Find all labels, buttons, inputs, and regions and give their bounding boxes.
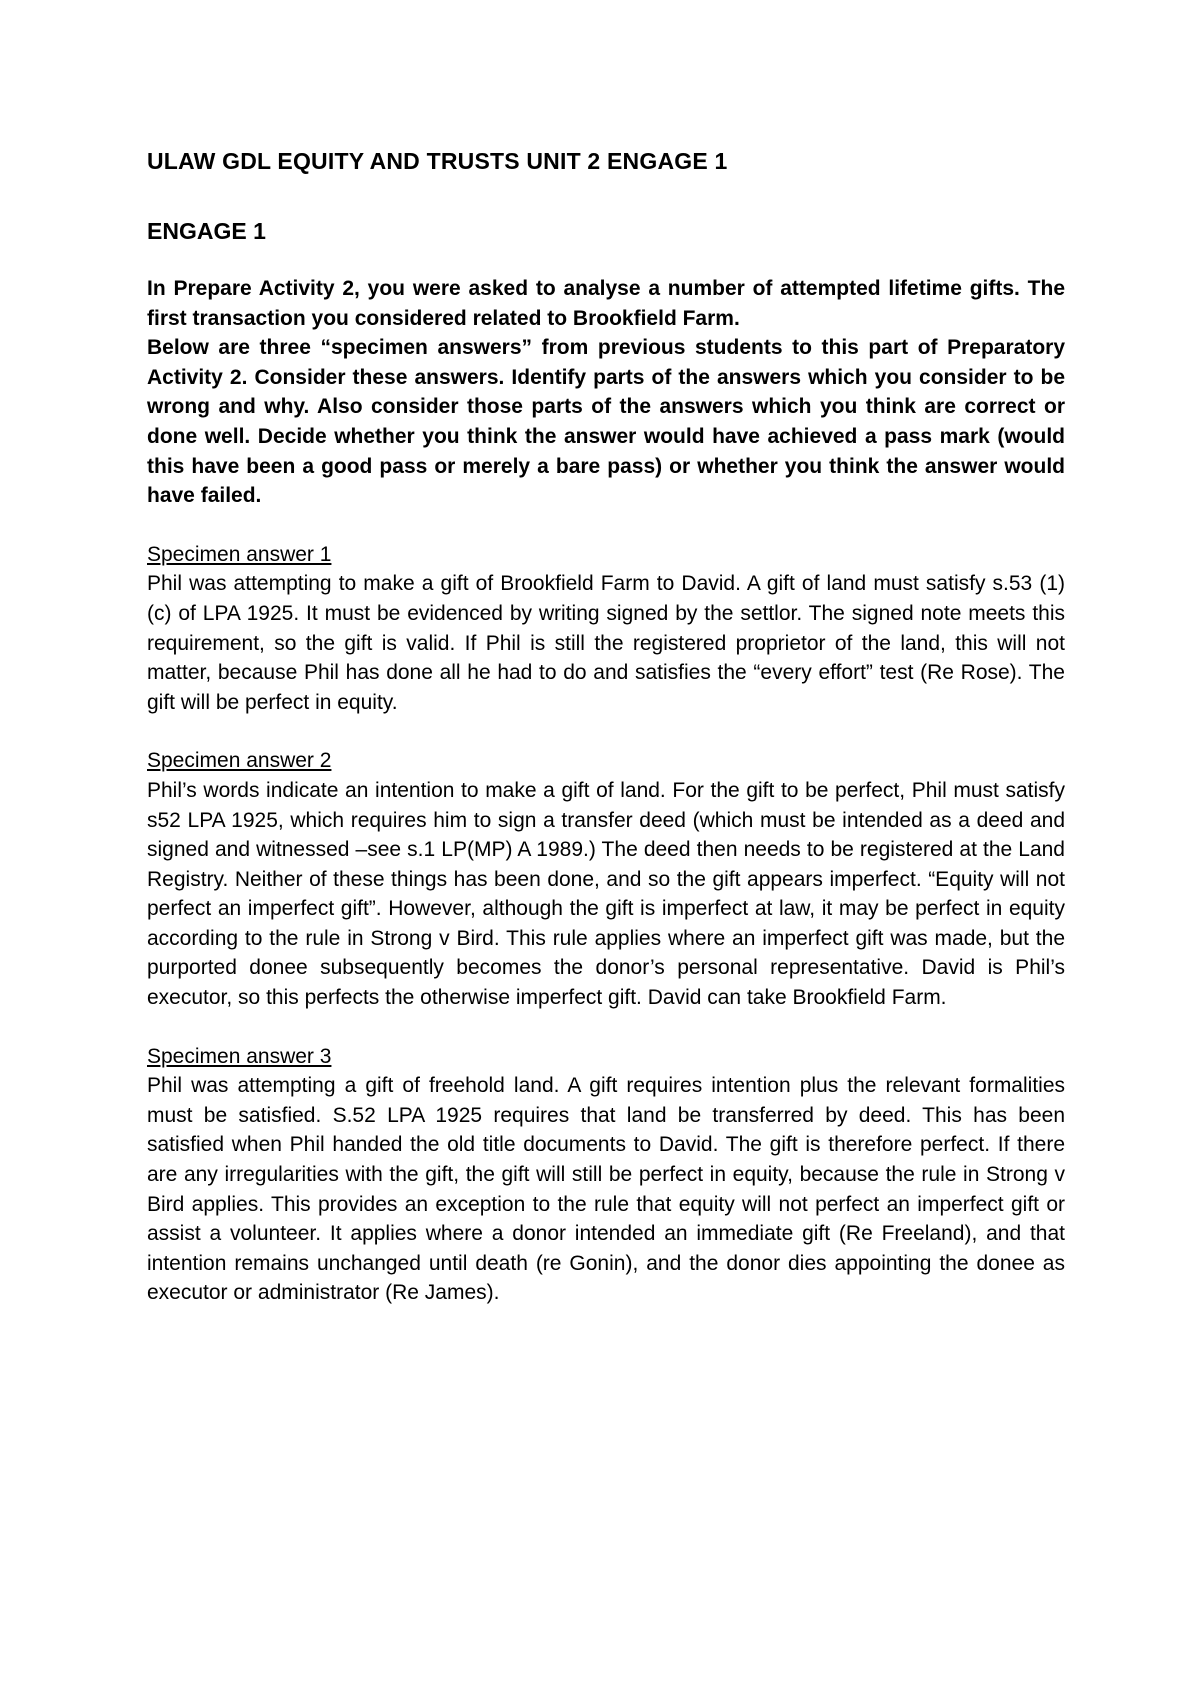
document-title: ULAW GDL EQUITY AND TRUSTS UNIT 2 ENGAGE 1 (147, 148, 728, 174)
specimen-heading: Specimen answer 3 (147, 1044, 332, 1068)
specimen-answer-1 (147, 540, 1065, 718)
specimen-heading: Specimen answer 2 (147, 749, 332, 773)
specimen-body: Phil’s words indicate an intention to make a gift of land. For the gift to be perfect, Phil must satisfy s52 LPA 1925, which requires him to sign a transfer deed (which must be intended as a deed and signed and witnessed –see s.1 LP(MP) A 1989.) The deed then needs to be registered at the Land Registry. Neither of these things has been done, and so the gift appears imperfect. “Equity will not perfect an imperfect gift”. However, although the gift is imperfect at law, it may be perfect in equity according to the rule in Strong v Bird. This rule applies where an imperfect gift was made, but the purported donee subsequently becomes the donor’s personal representative. David is Phil’s executor, so this perfects the otherwise imperfect gift. David can take Brookfield Farm. (147, 778, 1065, 1010)
document-body (147, 146, 1065, 1308)
intro-instructions (147, 274, 1065, 511)
specimen-body: Phil was attempting a gift of freehold land. A gift requires intention plus the relevant formalities must be satisfied. S.52 LPA 1925 requires that land be transferred by deed. This has been satisfied when Phil handed the old title documents to David. The gift is therefore perfect. If there are any irregularities with the gift, the gift will still be perfect in equity, because the rule in Strong v Bird applies. This provides an exception to the rule that equity will not perfect an imperfect gift or assist a volunteer. It applies where a donor intended an immediate gift (Re Freeland), and that intention remains unchanged until death (re Gonin), and the donor dies appointing the donee as executor or administrator (Re James). (147, 1074, 1065, 1305)
specimen-heading: Specimen answer 1 (147, 542, 332, 566)
specimen-body: Phil was attempting to make a gift of Brookfield Farm to David. A gift of land must satisfy s.53 (1)(c) of LPA 1925. It must be evidenced by writing signed by the settlor. The signed note meets this requirement, so the gift is valid. If Phil is still the registered proprietor of the land, this will not matter, because Phil has done all he had to do and satisfies the “every effort” test (Re Rose). The gift will be perfect in equity. (147, 572, 1065, 714)
intro-paragraph: In Prepare Activity 2, you were asked to analyse a number of attempted lifetime gifts. The first transaction you considered related to Brookfield Farm. (147, 277, 1065, 330)
intro-paragraph: Below are three “specimen answers” from previous students to this part of Preparatory Activity 2. Consider these answers. Identify parts of the answers which you consider to be wrong and why. Also consider those parts of the answers which you think are correct or done well. Decide whether you think the answer would have achieved a pass mark (would this have been a good pass or merely a bare pass) or whether you think the answer would have failed. (147, 336, 1065, 508)
section-heading: ENGAGE 1 (147, 218, 266, 244)
specimen-answer-3 (147, 1042, 1065, 1308)
specimen-answer-2 (147, 746, 1065, 1012)
